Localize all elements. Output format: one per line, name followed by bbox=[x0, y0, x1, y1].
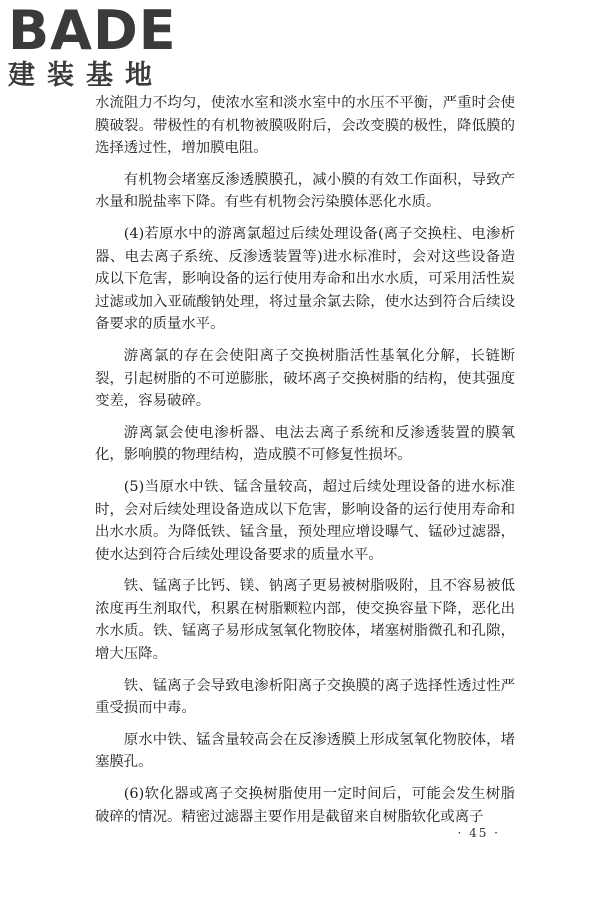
paragraph-2: 有机物会堵塞反渗透膜膜孔，减小膜的有效工作面积，导致产水量和脱盐率下降。有些有机物会污染膜体恶化水质。 bbox=[95, 171, 515, 211]
page-body bbox=[95, 92, 515, 837]
paragraph-3: (4)若原水中的游离氯超过后续处理设备(离子交换柱、电渗析器、电去离子系统、反渗透装置等)进水标准时，会对这些设备造成以下危害，影响设备的运行使用寿命和出水水质，可采用活性炭过滤或加入亚硫酸钠处理，将过量余氯去除，使水达到符合后续设备要求的质量水平。 bbox=[95, 225, 515, 333]
paragraph-1: 水流阻力不均匀，使浓水室和淡水室中的水压不平衡，严重时会使膜破裂。带极性的有机物被膜吸附后，会改变膜的极性，降低膜的选择透过性，增加膜电阻。 bbox=[95, 95, 515, 157]
logo-subtitle: 建装基地 bbox=[8, 60, 164, 91]
logo-brand: BADE bbox=[8, 0, 177, 62]
paragraph-5: 游离氯会使电渗析器、电法去离子系统和反渗透装置的膜氧化，影响膜的物理结构，造成膜不可修复性损坏。 bbox=[95, 424, 515, 464]
paragraph-7: 铁、锰离子比钙、镁、钠离子更易被树脂吸附，且不容易被低浓度再生剂取代，积累在树脂颗粒内部，使交换容量下降，恶化出水水质。铁、锰离子易形成氢氧化物胶体，堵塞树脂微孔和孔隙，增大压降。 bbox=[95, 578, 515, 663]
page-number: · 45 · bbox=[457, 826, 500, 840]
paragraph-9: 原水中铁、锰含量较高会在反渗透膜上形成氢氧化物胶体，堵塞膜孔。 bbox=[95, 731, 515, 771]
paragraph-4: 游离氯的存在会使阳离子交换树脂活性基氧化分解，长链断裂，引起树脂的不可逆膨胀，破坏离子交换树脂的结构，使其强度变差，容易破碎。 bbox=[95, 347, 515, 410]
paragraph-8: 铁、锰离子会导致电渗析阳离子交换膜的离子选择性透过性严重受损而中毒。 bbox=[95, 677, 515, 717]
paragraph-6: (5)当原水中铁、锰含量较高，超过后续处理设备的进水标准时，会对后续处理设备造成以下危害，影响设备的运行使用寿命和出水水质。为降低铁、锰含量，预处理应增设曝气、锰砂过滤器，使水达到符合后续处理设备要求的质量水平。 bbox=[95, 478, 515, 563]
watermark-logo bbox=[8, 0, 177, 94]
paragraph-10: (6)软化器或离子交换树脂使用一定时间后，可能会发生树脂破碎的情况。精密过滤器主要作用是截留来自树脂软化或离子 bbox=[95, 786, 515, 825]
